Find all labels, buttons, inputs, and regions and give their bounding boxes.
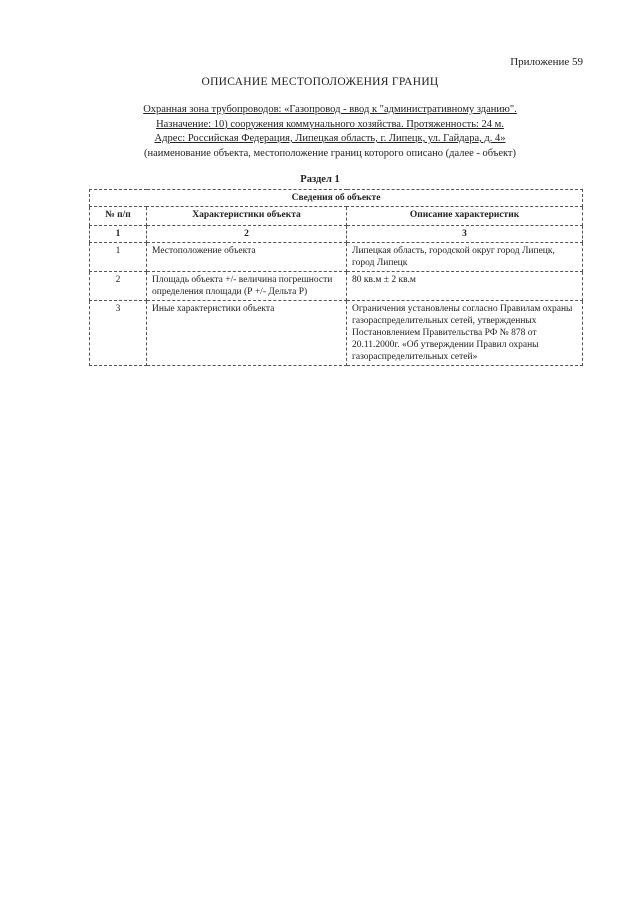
table-row [90, 272, 583, 301]
table-caption: Сведения об объекте [90, 190, 583, 207]
row-characteristic: Местоположение объекта [147, 243, 347, 272]
row-description: 80 кв.м ± 2 кв.м [347, 272, 583, 301]
column-number: 1 [90, 226, 147, 243]
column-number-row [90, 226, 583, 243]
object-line-3: Адрес: Российская Федерация, Липецкая область, г. Липецк, ул. Гайдара, д. 4» [154, 133, 506, 144]
row-description: Ограничения установлены согласно Правилам охраны газораспределительных сетей, утвержденных Постановлением Правительства РФ № 878 от 20.11.2000г. «Об утверждении Правил охраны газораспределительных сетей» [347, 301, 583, 366]
appendix-label: Приложение 59 [510, 56, 583, 68]
document-title: ОПИСАНИЕ МЕСТОПОЛОЖЕНИЯ ГРАНИЦ [201, 76, 439, 88]
row-characteristic: Площадь объекта +/- величина погрешности определения площади (Р +/- Дельта Р) [147, 272, 347, 301]
header-number: № п/п [90, 207, 147, 226]
table-row [90, 243, 583, 272]
table-header-row [90, 207, 583, 226]
section-label: Раздел 1 [300, 174, 340, 185]
row-characteristic: Иные характеристики объекта [147, 301, 347, 366]
object-description [100, 103, 560, 161]
header-description: Описание характеристик [347, 207, 583, 226]
row-description: Липецкая область, городской округ город Липецк, город Липецк [347, 243, 583, 272]
column-number: 2 [147, 226, 347, 243]
row-number: 2 [90, 272, 147, 301]
table-caption-row [90, 190, 583, 207]
row-number: 1 [90, 243, 147, 272]
table-row [90, 301, 583, 366]
header-characteristic: Характеристики объекта [147, 207, 347, 226]
column-number: 3 [347, 226, 583, 243]
object-info-table [89, 189, 583, 366]
row-number: 3 [90, 301, 147, 366]
object-note: (наименование объекта, местоположение границ которого описано (далее - объект) [143, 147, 517, 159]
object-line-1: Охранная зона трубопроводов: «Газопровод - ввод к "административному зданию". [143, 104, 517, 115]
object-line-2: Назначение: 10) сооружения коммунального хозяйства. Протяженность: 24 м. [156, 118, 504, 130]
